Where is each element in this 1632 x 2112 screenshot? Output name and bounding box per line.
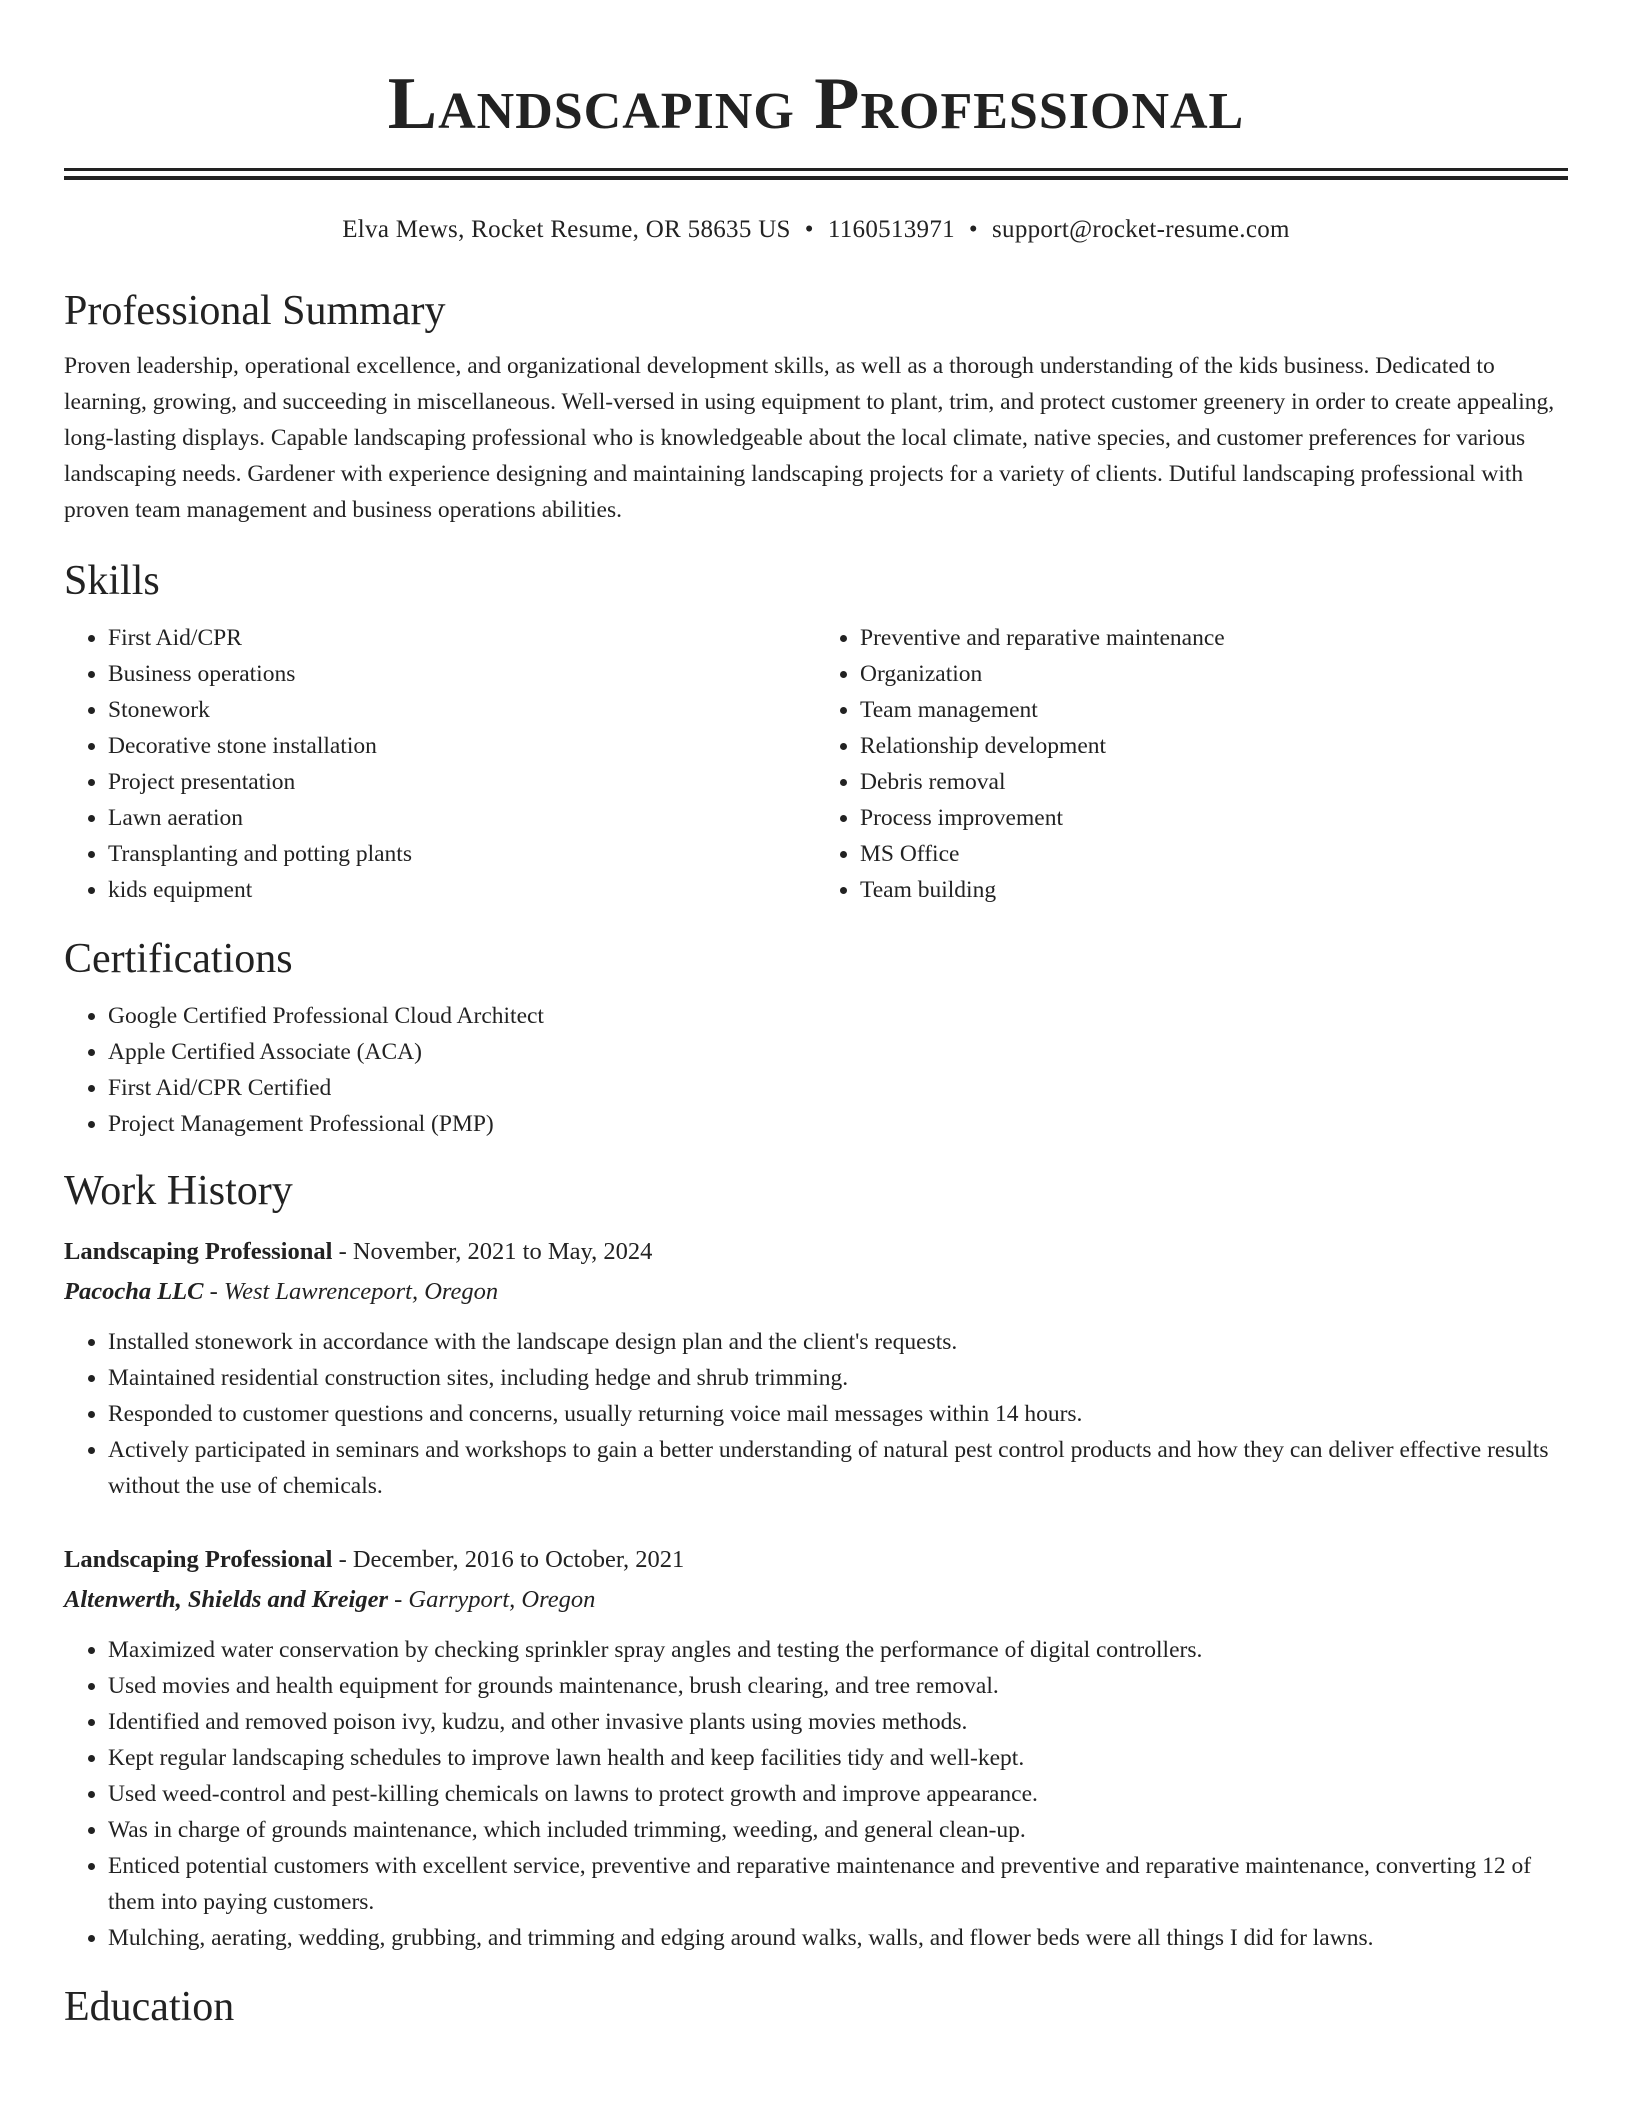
skills-list-left [64, 620, 816, 908]
job-bullet: • Used weed-control and pest-killing chemicals on lawns to protect growth and improve appearance. [108, 1776, 1568, 1812]
certifications-list [64, 998, 1568, 1142]
skill-item: • Lawn aeration [108, 800, 816, 836]
job-title-line [64, 1540, 1568, 1580]
job-bullet: • Enticed potential customers with excellent service, preventive and reparative maintenance and preventive and reparative maintenance, converting 12 of them into paying customers. [108, 1848, 1568, 1920]
job-entry [64, 1540, 1568, 1956]
job-title: Landscaping Professional [64, 1238, 333, 1265]
job-bullets [64, 1324, 1568, 1504]
skill-item: • Transplanting and potting plants [108, 836, 816, 872]
section-heading-work-history: Work History [64, 1168, 293, 1214]
contact-phone: 1160513971 [827, 216, 955, 243]
job-location: - Garryport, Oregon [388, 1586, 596, 1613]
skill-item: • kids equipment [108, 872, 816, 908]
job-bullet: • Identified and removed poison ivy, kudzu, and other invasive plants using movies methods. [108, 1704, 1568, 1740]
job-company: Altenwerth, Shields and Kreiger [64, 1586, 389, 1613]
job-bullet: • Maximized water conservation by checking sprinkler spray angles and testing the performance of digital controllers. [108, 1632, 1568, 1668]
job-bullet: • Kept regular landscaping schedules to improve lawn health and keep facilities tidy and well-kept. [108, 1740, 1568, 1776]
section-heading-summary: Professional Summary [64, 288, 446, 334]
section-heading-certifications: Certifications [64, 936, 293, 982]
job-bullet: • Mulching, aerating, wedding, grubbing, and trimming and edging around walks, walls, and flower beds were all things I did for lawns. [108, 1920, 1568, 1956]
job-bullet: • Maintained residential construction sites, including hedge and shrub trimming. [108, 1360, 1568, 1396]
job-company-line [64, 1272, 1568, 1312]
job-title-line [64, 1232, 1568, 1272]
job-company: Pacocha LLC [64, 1278, 204, 1305]
skill-item: • Process improvement [860, 800, 1568, 836]
skills-list-right [816, 620, 1568, 908]
skill-item: • Preventive and reparative maintenance [860, 620, 1568, 656]
contact-separator: • [804, 216, 814, 243]
job-location: - West Lawrenceport, Oregon [203, 1278, 499, 1305]
skill-item: • Team building [860, 872, 1568, 908]
job-bullet: • Was in charge of grounds maintenance, which included trimming, weeding, and general clean-up. [108, 1812, 1568, 1848]
skill-item: • Project presentation [108, 764, 816, 800]
skill-item: • Decorative stone installation [108, 728, 816, 764]
job-entry [64, 1232, 1568, 1504]
job-bullets [64, 1632, 1568, 1956]
certification-item: • Project Management Professional (PMP) [108, 1106, 1568, 1142]
job-dates: - November, 2021 to May, 2024 [332, 1238, 653, 1265]
job-title: Landscaping Professional [64, 1546, 333, 1573]
resume-page [64, 0, 1568, 2032]
job-bullet: • Installed stonework in accordance with the landscape design plan and the client's requests. [108, 1324, 1568, 1360]
contact-line [64, 214, 1568, 246]
skill-item: • Relationship development [860, 728, 1568, 764]
certification-item: • First Aid/CPR Certified [108, 1070, 1568, 1106]
summary-text: Proven leadership, operational excellence, and organizational development skills, as well as a thorough understanding of the kids business. Dedicated to learning, growing, and succeeding in miscellaneous. Well-versed in using equipment to plant, trim, and protect customer greenery in order to create appealing, long-lasting displays. Capable landscaping professional who is knowledgeable about the local climate, native species, and customer preferences for various landscaping needs. Gardener with experience designing and maintaining landscaping projects for a variety of clients. Dutiful landscaping professional with proven team management and business operations abilities. [64, 353, 1555, 523]
section-heading-education: Education [64, 1984, 235, 2030]
certification-item: • Apple Certified Associate (ACA) [108, 1034, 1568, 1070]
skills-columns [64, 620, 1568, 908]
skill-item: • MS Office [860, 836, 1568, 872]
certification-item: • Google Certified Professional Cloud Architect [108, 998, 1568, 1034]
section-heading-skills: Skills [64, 558, 160, 604]
skill-item: • First Aid/CPR [108, 620, 816, 656]
skill-item: • Debris removal [860, 764, 1568, 800]
skill-item: • Stonework [108, 692, 816, 728]
skill-item: • Business operations [108, 656, 816, 692]
title-divider [64, 168, 1568, 180]
job-company-line [64, 1580, 1568, 1620]
contact-separator: • [968, 216, 978, 243]
skill-item: • Organization [860, 656, 1568, 692]
job-dates: - December, 2016 to October, 2021 [332, 1546, 685, 1573]
job-bullet: • Responded to customer questions and concerns, usually returning voice mail messages within 14 hours. [108, 1396, 1568, 1432]
contact-address: Elva Mews, Rocket Resume, OR 58635 US [342, 216, 791, 243]
job-bullet: • Used movies and health equipment for grounds maintenance, brush clearing, and tree removal. [108, 1668, 1568, 1704]
job-bullet: • Actively participated in seminars and workshops to gain a better understanding of natural pest control products and how they can deliver effective results without the use of chemicals. [108, 1432, 1568, 1504]
resume-title: Landscaping Professional [387, 63, 1245, 145]
contact-email[interactable]: support@rocket-resume.com [991, 216, 1290, 243]
skill-item: • Team management [860, 692, 1568, 728]
